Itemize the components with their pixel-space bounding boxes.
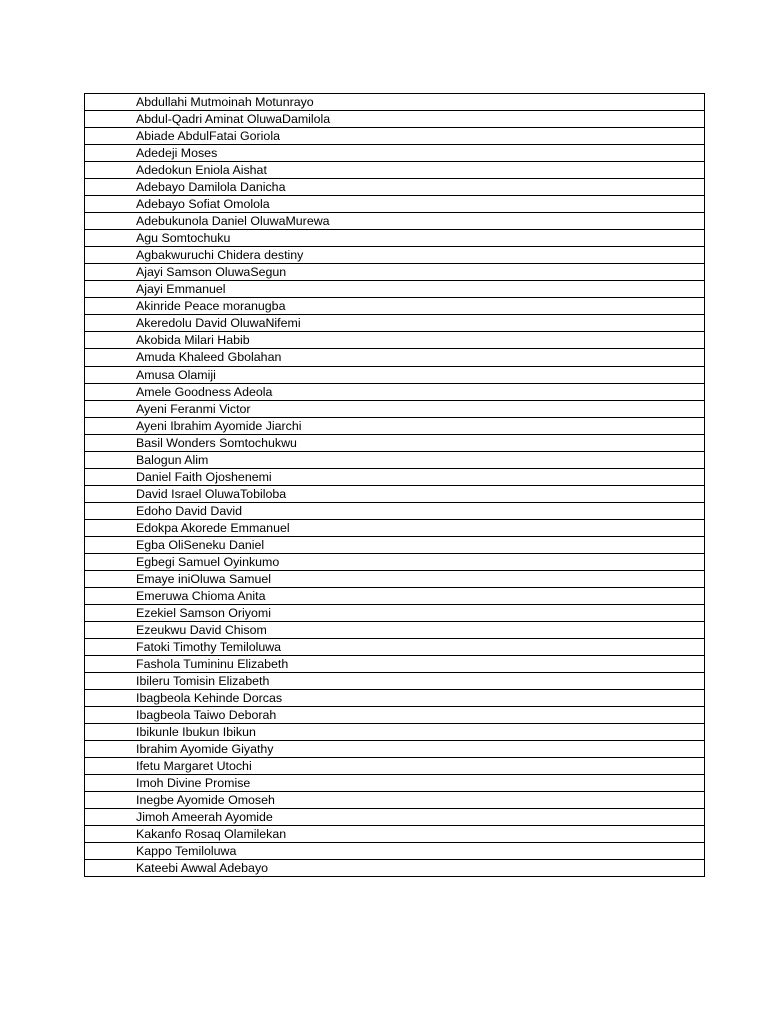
table-row bbox=[85, 145, 705, 162]
table-row bbox=[85, 741, 705, 758]
name-cell: Abdullahi Mutmoinah Motunrayo bbox=[85, 94, 705, 111]
name-cell: Amuda Khaleed Gbolahan bbox=[85, 349, 705, 366]
table-row bbox=[85, 366, 705, 383]
name-cell: Basil Wonders Somtochukwu bbox=[85, 434, 705, 451]
table-row bbox=[85, 383, 705, 400]
name-cell: Adedeji Moses bbox=[85, 145, 705, 162]
name-cell: Imoh Divine Promise bbox=[85, 775, 705, 792]
table-row bbox=[85, 230, 705, 247]
name-cell: Ibikunle Ibukun Ibikun bbox=[85, 724, 705, 741]
name-cell: Ezeukwu David Chisom bbox=[85, 621, 705, 638]
table-row bbox=[85, 213, 705, 230]
table-row bbox=[85, 298, 705, 315]
name-cell: Amusa Olamiji bbox=[85, 366, 705, 383]
table-row bbox=[85, 417, 705, 434]
table-row bbox=[85, 502, 705, 519]
name-cell: Agu Somtochuku bbox=[85, 230, 705, 247]
table-row bbox=[85, 536, 705, 553]
table-row bbox=[85, 247, 705, 264]
name-cell: Edoho David David bbox=[85, 502, 705, 519]
table-row bbox=[85, 468, 705, 485]
table-row bbox=[85, 128, 705, 145]
table-row bbox=[85, 639, 705, 656]
name-cell: Ajayi Emmanuel bbox=[85, 281, 705, 298]
name-cell: Balogun Alim bbox=[85, 451, 705, 468]
name-cell: Ibagbeola Kehinde Dorcas bbox=[85, 690, 705, 707]
name-cell: Daniel Faith Ojoshenemi bbox=[85, 468, 705, 485]
table-row bbox=[85, 656, 705, 673]
table-row bbox=[85, 775, 705, 792]
table-row bbox=[85, 690, 705, 707]
table-row bbox=[85, 519, 705, 536]
name-cell: Abdul-Qadri Aminat OluwaDamilola bbox=[85, 111, 705, 128]
name-cell: Ajayi Samson OluwaSegun bbox=[85, 264, 705, 281]
name-cell: Ayeni Feranmi Victor bbox=[85, 400, 705, 417]
name-cell: Akinride Peace moranugba bbox=[85, 298, 705, 315]
table-row bbox=[85, 264, 705, 281]
name-cell: Amele Goodness Adeola bbox=[85, 383, 705, 400]
table-row bbox=[85, 758, 705, 775]
name-cell: Adebayo Damilola Danicha bbox=[85, 179, 705, 196]
name-list-body bbox=[85, 94, 705, 877]
name-cell: Akobida Milari Habib bbox=[85, 332, 705, 349]
name-cell: Ibagbeola Taiwo Deborah bbox=[85, 707, 705, 724]
table-row bbox=[85, 485, 705, 502]
table-row bbox=[85, 332, 705, 349]
table-row bbox=[85, 724, 705, 741]
table-row bbox=[85, 621, 705, 638]
name-cell: Adebayo Sofiat Omolola bbox=[85, 196, 705, 213]
table-row bbox=[85, 860, 705, 877]
table-row bbox=[85, 707, 705, 724]
table-row bbox=[85, 570, 705, 587]
table-row bbox=[85, 434, 705, 451]
name-cell: Fatoki Timothy Temiloluwa bbox=[85, 639, 705, 656]
name-cell: Emeruwa Chioma Anita bbox=[85, 587, 705, 604]
table-row bbox=[85, 843, 705, 860]
table-row bbox=[85, 604, 705, 621]
table-row bbox=[85, 162, 705, 179]
name-cell: Akeredolu David OluwaNifemi bbox=[85, 315, 705, 332]
table-row bbox=[85, 179, 705, 196]
name-cell: Fashola Tumininu Elizabeth bbox=[85, 656, 705, 673]
name-cell: Agbakwuruchi Chidera destiny bbox=[85, 247, 705, 264]
name-cell: Kakanfo Rosaq Olamilekan bbox=[85, 826, 705, 843]
table-row bbox=[85, 553, 705, 570]
table-row bbox=[85, 196, 705, 213]
name-cell: Inegbe Ayomide Omoseh bbox=[85, 792, 705, 809]
table-row bbox=[85, 111, 705, 128]
table-row bbox=[85, 826, 705, 843]
table-row bbox=[85, 451, 705, 468]
table-row bbox=[85, 94, 705, 111]
name-cell: Ibileru Tomisin Elizabeth bbox=[85, 673, 705, 690]
table-row bbox=[85, 281, 705, 298]
name-cell: Kappo Temiloluwa bbox=[85, 843, 705, 860]
name-cell: Ezekiel Samson Oriyomi bbox=[85, 604, 705, 621]
name-cell: Adedokun Eniola Aishat bbox=[85, 162, 705, 179]
name-list-table bbox=[84, 93, 705, 877]
name-cell: Ibrahim Ayomide Giyathy bbox=[85, 741, 705, 758]
table-row bbox=[85, 809, 705, 826]
name-cell: Ifetu Margaret Utochi bbox=[85, 758, 705, 775]
name-cell: Kateebi Awwal Adebayo bbox=[85, 860, 705, 877]
name-cell: Adebukunola Daniel OluwaMurewa bbox=[85, 213, 705, 230]
table-row bbox=[85, 792, 705, 809]
name-cell: David Israel OluwaTobiloba bbox=[85, 485, 705, 502]
name-cell: Ayeni Ibrahim Ayomide Jiarchi bbox=[85, 417, 705, 434]
name-cell: Jimoh Ameerah Ayomide bbox=[85, 809, 705, 826]
table-row bbox=[85, 349, 705, 366]
name-cell: Egbegi Samuel Oyinkumo bbox=[85, 553, 705, 570]
table-row bbox=[85, 315, 705, 332]
name-cell: Emaye iniOluwa Samuel bbox=[85, 570, 705, 587]
table-row bbox=[85, 673, 705, 690]
table-row bbox=[85, 400, 705, 417]
table-row bbox=[85, 587, 705, 604]
name-cell: Edokpa Akorede Emmanuel bbox=[85, 519, 705, 536]
name-cell: Abiade AbdulFatai Goriola bbox=[85, 128, 705, 145]
name-cell: Egba OliSeneku Daniel bbox=[85, 536, 705, 553]
